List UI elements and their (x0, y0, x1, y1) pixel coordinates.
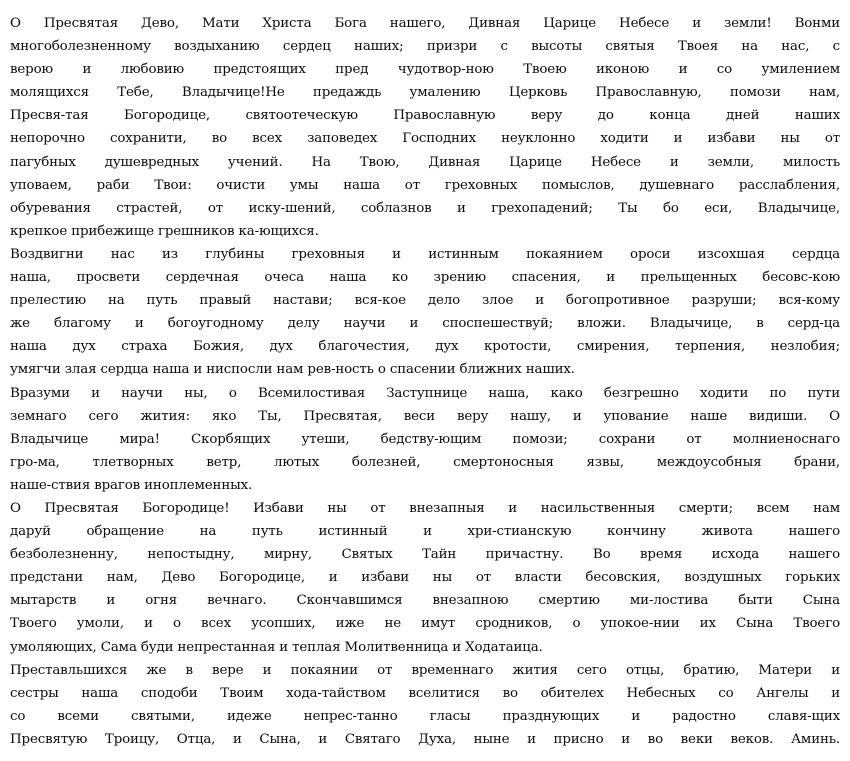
text-line: Воздвигни нас из глубины греховныя и истинным покаянием ороси изсохшая сердца (10, 246, 840, 262)
text-line: Преставльшихся же в вере и покаянии от временнаго жития сего отцы, братию, Матери и (10, 662, 840, 678)
paragraph (10, 382, 840, 497)
text-line: наша дух страха Божия, дух благочестия, дух кротости, смирения, терпения, незлобия; (10, 339, 840, 355)
text-line: наше-ствия врагов иноплеменных. (10, 477, 253, 493)
text-line: умягчи злая сердца наша и ниспосли нам рев-ность о спасении ближних наших. (10, 362, 575, 378)
text-line: Вразуми и научи ны, о Всемилостивая Заступнице наша, како безгрешно ходити по пути (10, 385, 840, 401)
text-line: Владычице мира! Скорбящих утеши, бедству-ющим помози; сохрани от молниеноснаго (10, 431, 840, 447)
text-line: многоболезненному воздыханию сердец наших; призри с высоты святыя Твоея на нас, с (10, 39, 840, 55)
text-line: Твоего умоли, и о всех усопших, иже не имут сродников, о упокое-нии их Сына Твоего (10, 616, 840, 632)
text-line: Пресвя-тая Богородице, святоотеческую Православную веру до конца дней наших (10, 108, 840, 124)
text-line: со всеми святыми, идеже непрес-танно гласы празднующих и радостно славя-щих (10, 708, 840, 724)
text-line: О Пресвятая Богородице! Избави ны от внезапныя и насильственныя смерти; всем нам (10, 500, 840, 516)
text-line: мытарств и огня вечнаго. Скончавшимся внезапною смертию ми-лостива быти Сына (10, 593, 840, 609)
paragraph (10, 243, 840, 382)
text-line: крепкое прибежище грешников ка-ющихся. (10, 223, 319, 239)
text-line: непорочно сохранити, во всех заповедех Господних неуклонно ходити и избави ны от (10, 131, 840, 147)
text-line: прелестию на путь правый настави; вся-кое дело злое и богопротивное разруши; вся-кому (10, 293, 840, 309)
text-line: пагубных душевредных учений. На Твою, Дивная Царице Небесе и земли, милость (10, 154, 840, 170)
text-line: предстани нам, Дево Богородице, и избави ны от власти бесовския, воздушных горьких (10, 570, 840, 586)
text-line: О Пресвятая Дево, Мати Христа Бога нашего, Дивная Царице Небесе и земли! Вонми (10, 16, 840, 31)
text-line: уповаем, раби Твои: очисти умы наша от греховных помыслов, душевнаго расслабления, (10, 177, 840, 193)
text-line: наша, просвети сердечная очеса наша ко зрению спасения, и прельщенных бесовс-кою (10, 270, 840, 286)
text-line: гро-ма, тлетворных ветр, лютых болезней, смертоносныя язвы, междоусобныя брани, (10, 454, 840, 470)
text-line: безболезненну, непостыдну, мирну, Святых Тайн причастну. Во время исхода нашего (10, 547, 840, 563)
text-line: даруй обращение на путь истинный и хри-стианскую кончину живота нашего (10, 524, 840, 540)
paragraph (10, 497, 840, 659)
text-line: умоляющих, Сама буди непрестанная и теплая Молитвенница и Ходатаица. (10, 639, 543, 655)
text-line: Пресвятую Троицу, Отца, и Сына, и Святаго Духа, ныне и присно и во веки веков. Аминь. (10, 731, 840, 747)
text-line: земнаго сего жития: яко Ты, Пресвятая, веси веру нашу, и упование наше видиши. О (10, 408, 840, 424)
text-line: сестры наша сподоби Твоим хода-тайством вселитися во обителех Небесных со Ангелы и (10, 685, 840, 701)
paragraph (10, 12, 840, 243)
text-line: верою и любовию предстоящих пред чудотвор-ною Твоею иконою и со умилением (10, 62, 840, 78)
paragraph (10, 659, 840, 751)
text-line: же благому и богоугодному делу научи и споспешествуй; вложи. Владычице, в серд-ца (10, 316, 840, 332)
text-line: обуревания страстей, от иску-шений, соблазнов и грехопадений; Ты бо еси, Владычице, (10, 200, 840, 216)
text-line: молящихся Тебе, Владычице!Не предаждь умалению Церковь Православную, помози нам, (10, 85, 840, 101)
